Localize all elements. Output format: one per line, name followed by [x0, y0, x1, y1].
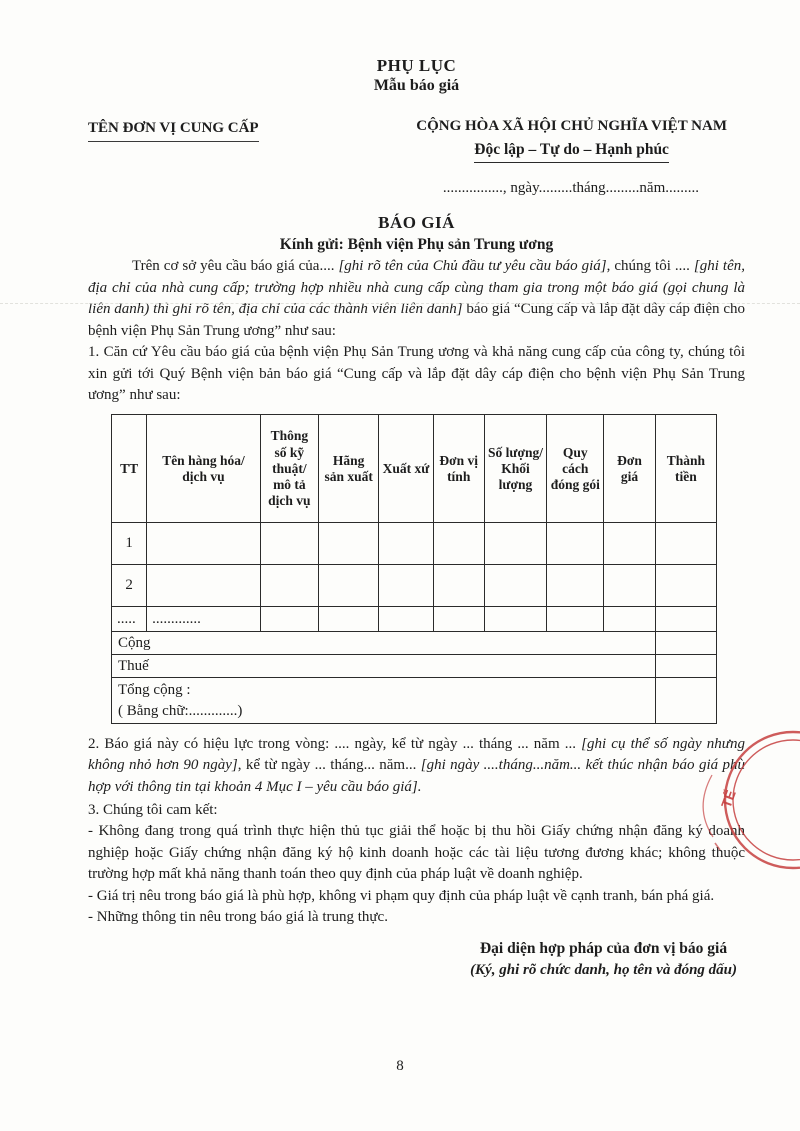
page-number: 8	[396, 1058, 404, 1074]
summary-row	[112, 678, 717, 724]
table-cell	[319, 523, 379, 565]
paragraph-segment: 2. Báo giá này có hiệu lực trong vòng: .... ngày, kể từ ngày ... tháng ... năm ...	[88, 735, 582, 752]
commitment-item-1: - Không đang trong quá trình thực hiện thủ tục giải thể hoặc bị thu hồi Giấy chứng nhận đăng ký doanh nghiệp hoặc Giấy chứng nhận đăng ký hộ kinh doanh hoặc các tài liệu tương đương khác; không thuộc trường hợp mất khả năng thanh toán theo quy định của pháp luật về doanh nghiệp.	[88, 823, 745, 883]
table-cell	[547, 523, 604, 565]
table-cell	[260, 523, 318, 565]
table-cell: 2	[112, 565, 147, 607]
table-cell	[604, 607, 655, 632]
table-cell	[484, 523, 546, 565]
table-cell	[655, 607, 716, 632]
table-cell	[655, 565, 716, 607]
paragraph-segment: [ghi rõ tên của Chủ đầu tư yêu cầu báo giá]	[338, 258, 607, 275]
table-cell	[604, 523, 655, 565]
table-cell	[147, 565, 261, 607]
paragraph-segment: , kể từ ngày ... tháng... năm...	[237, 757, 421, 774]
signature-note: (Ký, ghi rõ chức danh, họ tên và đóng dấu)	[470, 962, 737, 979]
summary-amount-cell	[655, 632, 716, 655]
date-placeholder-line: ................, ngày.........tháng.........năm.........	[442, 180, 699, 197]
table-cell	[433, 607, 484, 632]
table-cell: .....	[112, 607, 147, 632]
signature-title: Đại diện hợp pháp của đơn vị báo giá	[479, 940, 728, 958]
table-head	[112, 415, 717, 523]
paragraph-segment: 1. Căn cứ Yêu cầu báo giá của bệnh viện Phụ Sản Trung ương và khả năng cung cấp của công ty, chúng tôi xin gửi tới Quý Bệnh viện bản báo giá “Cung cấp và lắp đặt dây cáp điện cho bệnh viện Phụ Sản Trung ương” như sau:	[88, 344, 745, 403]
quote-table	[111, 414, 717, 724]
section3-heading: 3. Chúng tôi cam kết:	[88, 802, 218, 819]
commitment-item-3: - Những thông tin nêu trong báo giá là trung thực.	[88, 909, 388, 926]
appendix-title: PHỤ LỤC	[376, 56, 457, 75]
table-body	[112, 523, 717, 724]
summary-amount-cell	[655, 655, 716, 678]
summary-label-cell: Tổng cộng : ( Bằng chữ:.............)	[112, 678, 656, 724]
table-cell	[547, 565, 604, 607]
table-cell	[547, 607, 604, 632]
paragraph-segment: [ghi ngày ....tháng...năm... kết thúc nhận báo giá phù hợp với thông tin tại khoản 4 Mục I – yêu cầu báo giá].	[88, 757, 745, 795]
stamp-small-mark	[715, 843, 720, 850]
table-cell	[379, 607, 433, 632]
column-header: Thành tiền	[655, 415, 716, 523]
table-row	[112, 607, 717, 632]
table-cell	[604, 565, 655, 607]
intro-paragraph	[88, 256, 745, 342]
column-header: Xuất xứ	[379, 415, 433, 523]
table-cell: .............	[147, 607, 261, 632]
paragraph-segment: báo giá “Cung cấp và lắp đặt dây cáp điện cho bệnh viện Phụ Sản Trung ương” như sau:	[88, 301, 745, 339]
column-header: Đơn giá	[604, 415, 655, 523]
table-cell	[433, 565, 484, 607]
summary-row	[112, 632, 717, 655]
table-row	[112, 565, 717, 607]
table-cell	[484, 607, 546, 632]
table-cell	[260, 607, 318, 632]
paragraph-segment: Trên cơ sở yêu cầu báo giá của....	[132, 258, 339, 275]
column-header: Thông số kỹ thuật/ mô tả dịch vụ	[260, 415, 318, 523]
paragraph-segment: [ghi tên, địa chỉ của nhà cung cấp; trường hợp nhiều nhà cung cấp cùng tham gia trong một báo giá (gọi chung là liên danh) thì ghi rõ tên, địa chỉ của các thành viên liên danh]	[88, 258, 745, 318]
table-cell	[319, 607, 379, 632]
commitment-item-2: - Giá trị nêu trong báo giá là phù hợp, không vi phạm quy định của pháp luật về cạnh tranh, bán phá giá.	[88, 887, 715, 904]
column-header: Hãng sản xuất	[319, 415, 379, 523]
table-cell: 1	[112, 523, 147, 565]
stamp-offset-arc	[703, 775, 713, 837]
section2-paragraph	[88, 734, 745, 798]
table-cell	[147, 523, 261, 565]
table-cell	[484, 565, 546, 607]
form-subtitle: Mẫu báo giá	[373, 77, 460, 95]
summary-label-cell: Thuế	[112, 655, 656, 678]
paragraph-segment: [ghi cụ thể số ngày nhưng không nhỏ hơn 90 ngày]	[88, 735, 745, 774]
summary-label-cell: Cộng	[112, 632, 656, 655]
quote-heading: BÁO GIÁ	[378, 213, 455, 233]
signature-block	[88, 938, 745, 981]
national-motto-block	[416, 116, 727, 163]
table-cell	[260, 565, 318, 607]
table-cell	[379, 565, 433, 607]
table-cell	[655, 523, 716, 565]
national-motto-line2: Độc lập – Tự do – Hạnh phúc	[474, 139, 669, 163]
national-motto-line1: CỘNG HÒA XÃ HỘI CHỦ NGHĨA VIỆT NAM	[416, 118, 727, 135]
paragraph-segment: , chúng tôi ....	[606, 258, 694, 275]
scan-fold-line	[0, 303, 800, 304]
table-cell	[433, 523, 484, 565]
stamp-text: TẾ	[717, 787, 739, 811]
column-header: TT	[112, 415, 147, 523]
column-header: Đơn vị tính	[433, 415, 484, 523]
column-header: Số lượng/ Khối lượng	[484, 415, 546, 523]
stamp-inner-ring	[733, 740, 800, 860]
column-header: Tên hàng hóa/ dịch vụ	[147, 415, 261, 523]
document-header	[88, 116, 745, 163]
supplier-name-label: TÊN ĐƠN VỊ CUNG CẤP	[88, 116, 259, 142]
column-header: Quy cách đóng gói	[547, 415, 604, 523]
summary-row	[112, 655, 717, 678]
table-cell	[379, 523, 433, 565]
section1-paragraph	[88, 342, 745, 406]
red-stamp-fragment	[696, 713, 800, 893]
table-row	[112, 523, 717, 565]
recipient-line: Kính gửi: Bệnh viện Phụ sản Trung ương	[279, 236, 554, 254]
table-cell	[319, 565, 379, 607]
